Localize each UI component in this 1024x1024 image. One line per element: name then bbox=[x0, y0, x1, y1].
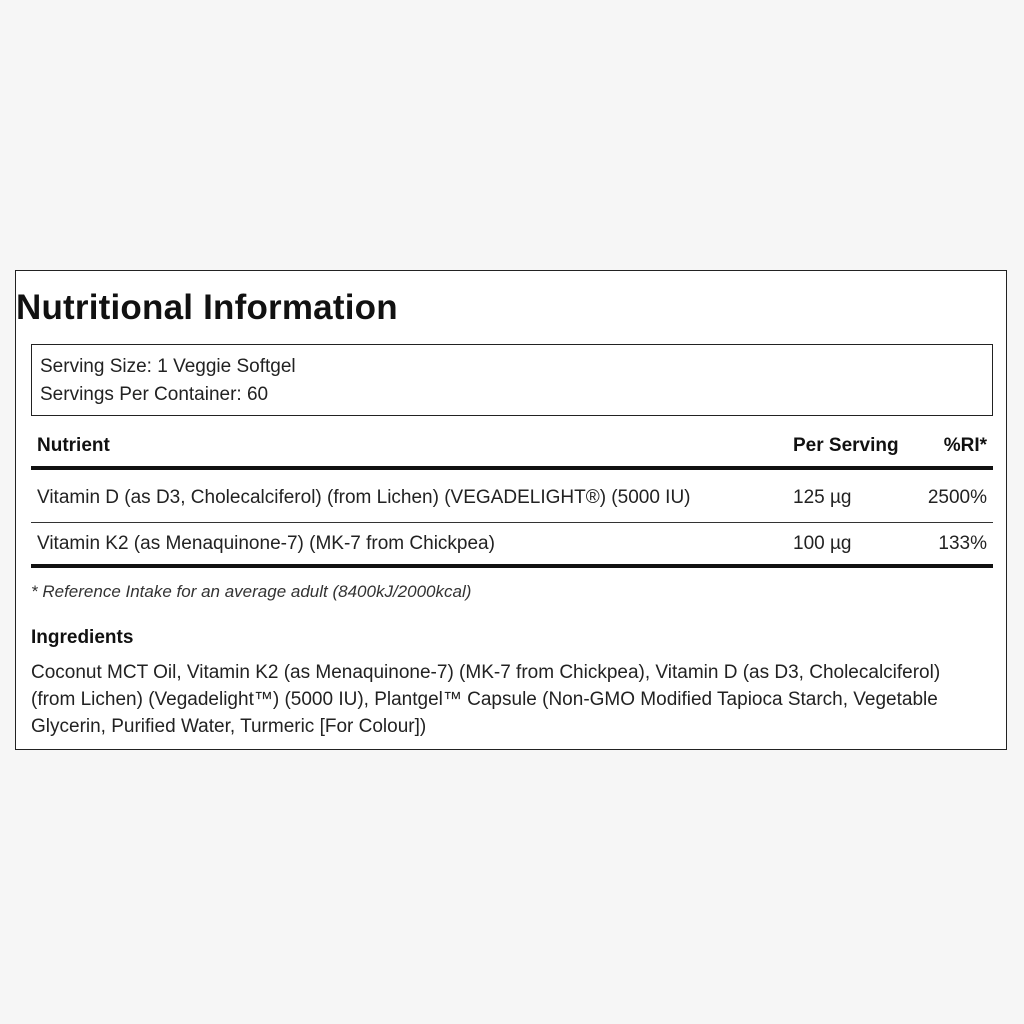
per-serving-value: 125 µg bbox=[787, 468, 909, 523]
reference-intake-footnote: * Reference Intake for an average adult (8400kJ/2000kcal) bbox=[31, 582, 472, 601]
servings-per-container: Servings Per Container: 60 bbox=[40, 384, 269, 405]
ingredients-heading: Ingredients bbox=[31, 627, 134, 648]
nutrient-name: Vitamin K2 (as Menaquinone-7) (MK-7 from Chickpea) bbox=[31, 523, 787, 567]
panel-title: Nutritional Information bbox=[16, 288, 398, 327]
header-ri: %RI* bbox=[909, 428, 993, 468]
table-header-row bbox=[31, 428, 993, 468]
serving-size: Serving Size: 1 Veggie Softgel bbox=[40, 356, 296, 377]
ri-value: 2500% bbox=[909, 468, 993, 523]
ri-value: 133% bbox=[909, 523, 993, 567]
nutrient-name: Vitamin D (as D3, Cholecalciferol) (from Lichen) (VEGADELIGHT®) (5000 IU) bbox=[31, 468, 787, 523]
table-row bbox=[31, 468, 993, 523]
table-row bbox=[31, 523, 993, 567]
per-serving-value: 100 µg bbox=[787, 523, 909, 567]
serving-info-box bbox=[31, 344, 993, 416]
ingredients-list: Coconut MCT Oil, Vitamin K2 (as Menaquinone-7) (MK-7 from Chickpea), Vitamin D (as D3, Cholecalciferol) (from Lichen) (Vegadelight™) (5000 IU), Plantgel™ Capsule (Non-GMO Modified Tapioca Starch, Vegetable Glycerin, Purified Water, Turmeric [For Colour]) bbox=[31, 662, 941, 737]
nutrient-table bbox=[31, 428, 993, 568]
header-per-serving: Per Serving bbox=[787, 428, 909, 468]
header-nutrient: Nutrient bbox=[31, 428, 787, 468]
